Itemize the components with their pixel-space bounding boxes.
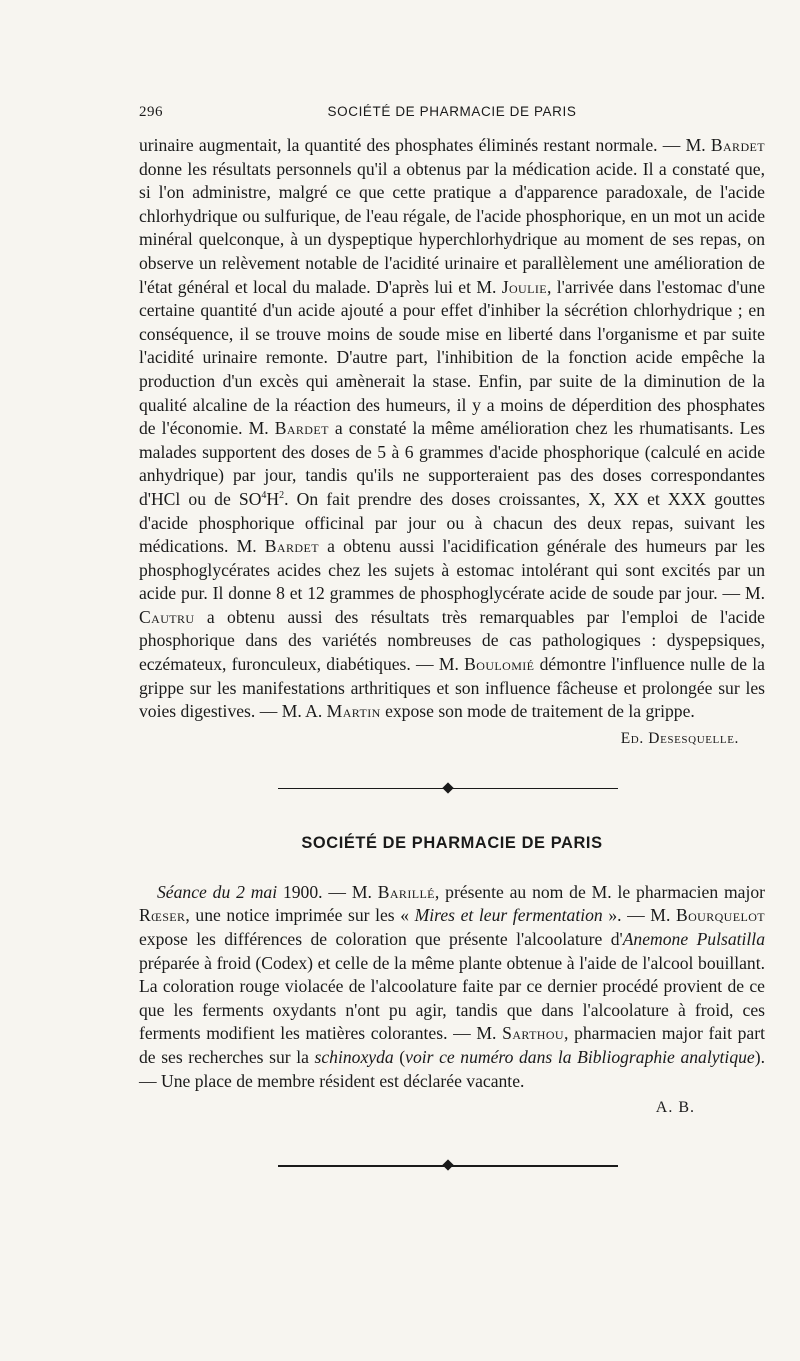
section-2 — [139, 881, 765, 1119]
text-run: urinaire augmentait, la quantité des phosphates éliminés restant normale. — M. — [139, 135, 711, 155]
person-name: Joulie — [501, 276, 547, 297]
text-run: 1900. — M. — [277, 881, 378, 902]
divider — [278, 788, 618, 790]
person-name: Bardet — [264, 536, 319, 557]
text-run: a obtenu aussi l'acidification générale des humeurs par les phosphoglycérates acides chez les sujets à estomac intolérant qui sont excités par un acide pur. Il donne 8 et 12 grammes de phosphoglycérate acide de soude par jour. — M. — [139, 536, 765, 604]
person-name: Rœser — [139, 905, 186, 926]
text-run: , une notice imprimée sur les « — [185, 905, 415, 926]
text-run: a constaté la même amélioration chez les rhumatisants. Les malades supportent des doses de 5 à 6 grammes d'acide phosphorique (calculé en acide anhydrique) par jour, tandis qu'ils ne supporteraient pas des doses correspondantes d'HCl ou de SO — [139, 418, 765, 509]
person-name: Barillé — [377, 881, 435, 902]
species-name: schinoxyda — [314, 1047, 394, 1067]
superscript: 4 — [261, 490, 267, 502]
text-run: ( — [393, 1047, 406, 1067]
person-name: Sarthou — [502, 1023, 565, 1044]
text-run: expose son mode de traitement de la grippe. — [380, 701, 695, 722]
cross-reference: voir ce numéro dans la Bibliographie analytique — [405, 1047, 755, 1067]
page — [139, 104, 765, 1167]
person-name: Boulomié — [464, 654, 535, 675]
text-run: a obtenu aussi des résultats très remarquables par l'emploi de l'acide phosphorique dans des variétés nombreuses de cas pathologiques : dyspepsiques, eczémateux, furonculeux, diabétiques. — M. — [139, 606, 765, 675]
section-heading: SOCIÉTÉ DE PHARMACIE DE PARIS — [301, 833, 603, 852]
text-run: H — [266, 488, 280, 509]
text-run: ». — M. — [602, 905, 676, 926]
text-run: . On fait prendre des doses croissantes, X, XX et XXX gouttes d'acide phosphorique officinal par jour ou à chacun des deux repas, suivant les médications. M. — [139, 488, 766, 557]
paragraph-1 — [139, 134, 765, 724]
divider — [278, 1165, 618, 1167]
publication-title: Mires et leur fermentation — [414, 905, 603, 926]
signature: Ed. Desesquelle. — [620, 729, 739, 747]
text-run: , pharmacien major fait part de ses recherches sur la — [139, 1023, 765, 1067]
person-name: Bardet — [274, 418, 329, 439]
running-title: SOCIÉTÉ DE PHARMACIE DE PARIS — [327, 104, 577, 119]
text-run: ). — Une place de membre résident est déclarée vacante. — [139, 1047, 765, 1091]
person-name: Cautru — [139, 606, 195, 627]
person-name: Bardet — [710, 135, 765, 155]
text-run: expose les différences de coloration que présente l'alcoolature d' — [139, 929, 623, 950]
section-1 — [139, 134, 765, 750]
person-name: Bourquelot — [675, 905, 765, 926]
signature: A. B. — [655, 1099, 695, 1117]
paragraph-2 — [139, 881, 765, 1093]
text-run: , l'arrivée dans l'estomac d'une certaine quantité d'un acide ajouté a pour effet d'inhiber la sécrétion chlorhydrique ; en conséquence, il se trouve moins de soude mise en liberté dans l'organisme et par suite l'acidité urinaire remonte. D'autre part, l'inhibition de la fonction acide empêche la production d'un excès qui amènerait la stase. Enfin, par suite de la diminution de la qualité alcaline de la réaction des humeurs, il y a moins de déperdition des phosphates de l'économie. M. — [139, 276, 765, 439]
superscript: 2 — [279, 490, 285, 502]
running-head — [139, 104, 765, 134]
plant-name: Anemone Pulsatilla — [622, 929, 765, 950]
text-run: préparée à froid (Codex) et celle de la même plante obtenue à l'aide de l'alcool bouillant. La coloration rouge violacée de l'alcoolature faite par ce dernier procédé provient de ce que les ferments oxydants n'ont pu agir, tandis que dans l'alcoolature à froid, ces ferments modifient les matières colorantes. — M. — [139, 952, 765, 1044]
session-date: Séance du 2 mai — [157, 881, 278, 902]
text-run: , présente au nom de M. le pharmacien major — [434, 881, 765, 902]
page-number: 296 — [139, 104, 163, 120]
text-run: donne les résultats personnels qu'il a obtenus par la médication acide. Il a constaté que, si l'on administre, malgré ce que cette pratique a d'apparence paradoxale, de l'acide chlorhydrique ou sulfurique, de l'eau régale, de l'acide phosphorique, en un mot un acide minéral quelconque, à un dyspeptique hyperchlorhydrique au moment de ses repas, on observe un relèvement notable de l'acidité urinaire et parallèlement une amélioration de l'état général et local du malade. D'après lui et M. — [139, 158, 765, 297]
person-name: Martin — [326, 701, 381, 722]
text-run: démontre l'influence nulle de la grippe sur les manifestations arthritiques et son influence fâcheuse et prolongée sur les voies digestives. — M. A. — [139, 654, 765, 722]
